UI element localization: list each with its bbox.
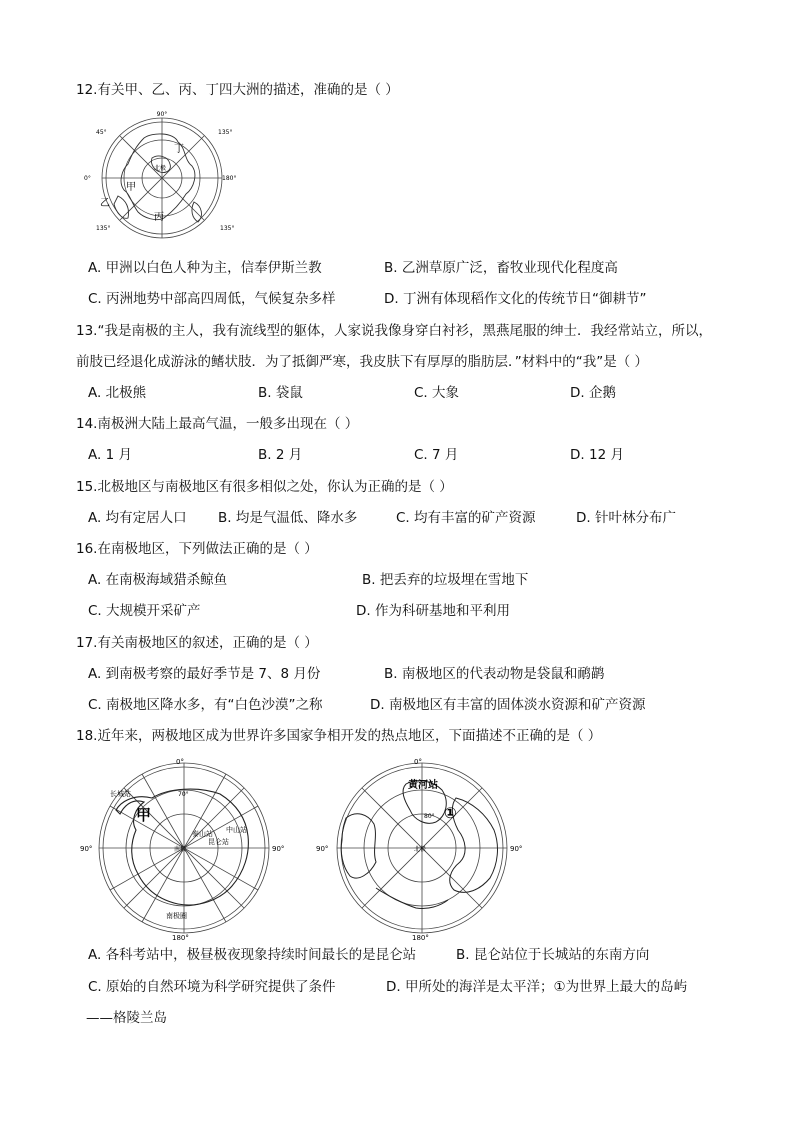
q18-map2-label: 90° bbox=[316, 845, 329, 853]
q18-map2-label: 80° bbox=[424, 813, 435, 820]
q14-option-b[interactable]: B. 2 月 bbox=[258, 447, 303, 463]
q18-map2-label: ① bbox=[444, 804, 457, 822]
q15-option-b[interactable]: B. 均是气温低、降水多 bbox=[218, 510, 358, 526]
q18-map1-label: 南极 bbox=[174, 846, 187, 853]
q12-map-label: 45° bbox=[96, 129, 107, 136]
q18-option-b[interactable]: B. 昆仑站位于长城站的东南方向 bbox=[456, 947, 650, 963]
q14-option-c[interactable]: C. 7 月 bbox=[414, 447, 459, 463]
q17-option-d[interactable]: D. 南极地区有丰富的固体淡水资源和矿产资源 bbox=[370, 697, 646, 713]
q18-map1-label: 70° bbox=[178, 791, 189, 798]
q13-stem-line2: 前肢已经退化成游泳的鳍状肢．为了抵御严寒，我皮肤下有厚厚的脂肪层．”材料中的“我”是（ ） bbox=[76, 354, 649, 370]
q17-option-a[interactable]: A. 到南极考察的最好季节是 7、8 月份 bbox=[88, 666, 321, 682]
q15-option-c[interactable]: C. 均有丰富的矿产资源 bbox=[396, 510, 536, 526]
q14-option-a[interactable]: A. 1 月 bbox=[88, 447, 132, 463]
q12-map-label: 0° bbox=[84, 175, 91, 182]
q18-option-d[interactable]: D. 甲所处的海洋是太平洋；①为世界上最大的岛屿 bbox=[386, 979, 688, 995]
q12-option-d[interactable]: D. 丁洲有体现稻作文化的传统节日“御耕节” bbox=[384, 291, 647, 307]
q16-option-d[interactable]: D. 作为科研基地和平利用 bbox=[356, 603, 510, 619]
q18-map1-label: 南极圈 bbox=[166, 912, 187, 920]
q18-map2-label: 90° bbox=[510, 845, 523, 853]
q18-map2-label: 北极 bbox=[414, 846, 427, 853]
q12-option-c[interactable]: C. 丙洲地势中部高四周低，气候复杂多样 bbox=[88, 291, 336, 307]
q18-map2-label: 黄河站 bbox=[408, 780, 438, 791]
q18-map2-label: 180° bbox=[412, 934, 429, 940]
q13-option-c[interactable]: C. 大象 bbox=[414, 385, 460, 401]
q18-option-a[interactable]: A. 各科考站中，极昼极夜现象持续时间最长的是昆仑站 bbox=[88, 947, 417, 963]
q12-polar-map bbox=[82, 108, 242, 240]
q12-option-b[interactable]: B. 乙洲草原广泛，畜牧业现代化程度高 bbox=[384, 260, 618, 276]
q16-option-b[interactable]: B. 把丢弃的垃圾埋在雪地下 bbox=[362, 572, 529, 588]
q13-stem-line1: 13.“我是南极的主人，我有流线型的躯体，人家说我像身穿白衬衫，黑燕尾服的绅士．我经常站立，所以， bbox=[76, 323, 712, 339]
q18-option-d-continued: ——格陵兰岛 bbox=[86, 1010, 167, 1026]
q16-stem: 16.在南极地区，下列做法正确的是（ ） bbox=[76, 541, 318, 557]
q14-stem: 14.南极洲大陆上最高气温，一般多出现在（ ） bbox=[76, 416, 359, 432]
q18-map1-label: 0° bbox=[176, 758, 184, 766]
q18-map2-label: 0° bbox=[414, 758, 422, 766]
q12-map-label: 180° bbox=[222, 175, 237, 182]
q12-map-label: 丁 bbox=[174, 144, 184, 155]
q16-option-a[interactable]: A. 在南极海域猎杀鲸鱼 bbox=[88, 572, 228, 588]
q13-option-d[interactable]: D. 企鹅 bbox=[570, 385, 616, 401]
q17-option-c[interactable]: C. 南极地区降水多，有“白色沙漠”之称 bbox=[88, 697, 323, 713]
q16-option-c[interactable]: C. 大规模开采矿产 bbox=[88, 603, 201, 619]
q14-option-d[interactable]: D. 12 月 bbox=[570, 447, 624, 463]
q18-antarctic-map bbox=[80, 758, 290, 940]
q12-map-label: 135° bbox=[218, 129, 233, 136]
q18-map1-label: 甲 bbox=[136, 806, 152, 824]
q15-option-d[interactable]: D. 针叶林分布广 bbox=[576, 510, 676, 526]
q12-map-label: 90° bbox=[156, 111, 168, 118]
q18-map1-label: 长城站 bbox=[110, 790, 131, 798]
q18-map1-label: 中山站 bbox=[226, 826, 247, 834]
q18-map1-label: 90° bbox=[272, 845, 285, 853]
q18-arctic-map bbox=[316, 758, 530, 940]
q18-map1-label: 180° bbox=[172, 934, 189, 940]
q15-stem: 15.北极地区与南极地区有很多相似之处，你认为正确的是（ ） bbox=[76, 479, 453, 495]
q17-option-b[interactable]: B. 南极地区的代表动物是袋鼠和鸸鹋 bbox=[384, 666, 605, 682]
q18-map1-label: 泰山站 bbox=[192, 830, 213, 838]
q12-stem: 12.有关甲、乙、丙、丁四大洲的描述，准确的是（ ） bbox=[76, 82, 399, 98]
q18-map1-label: 昆仑站 bbox=[208, 838, 229, 846]
q18-stem: 18.近年来，两极地区成为世界许多国家争相开发的热点地区，下面描述不正确的是（ ） bbox=[76, 728, 602, 744]
q12-map-label: 北极 bbox=[154, 165, 167, 172]
q12-option-a[interactable]: A. 甲洲以白色人种为主，信奉伊斯兰教 bbox=[88, 260, 322, 276]
q18-map1-label: 90° bbox=[80, 845, 93, 853]
q12-map-label: 丙 bbox=[154, 212, 164, 223]
q15-option-a[interactable]: A. 均有定居人口 bbox=[88, 510, 187, 526]
q12-map-label: 135° bbox=[96, 225, 111, 232]
q17-stem: 17.有关南极地区的叙述，正确的是（ ） bbox=[76, 635, 318, 651]
q12-map-label: 甲 bbox=[126, 182, 136, 193]
q18-option-c[interactable]: C. 原始的自然环境为科学研究提供了条件 bbox=[88, 979, 336, 995]
q12-map-label: 135° bbox=[220, 225, 235, 232]
q13-option-b[interactable]: B. 袋鼠 bbox=[258, 385, 303, 401]
q12-map-label: 乙 bbox=[100, 198, 110, 209]
q13-option-a[interactable]: A. 北极熊 bbox=[88, 385, 147, 401]
